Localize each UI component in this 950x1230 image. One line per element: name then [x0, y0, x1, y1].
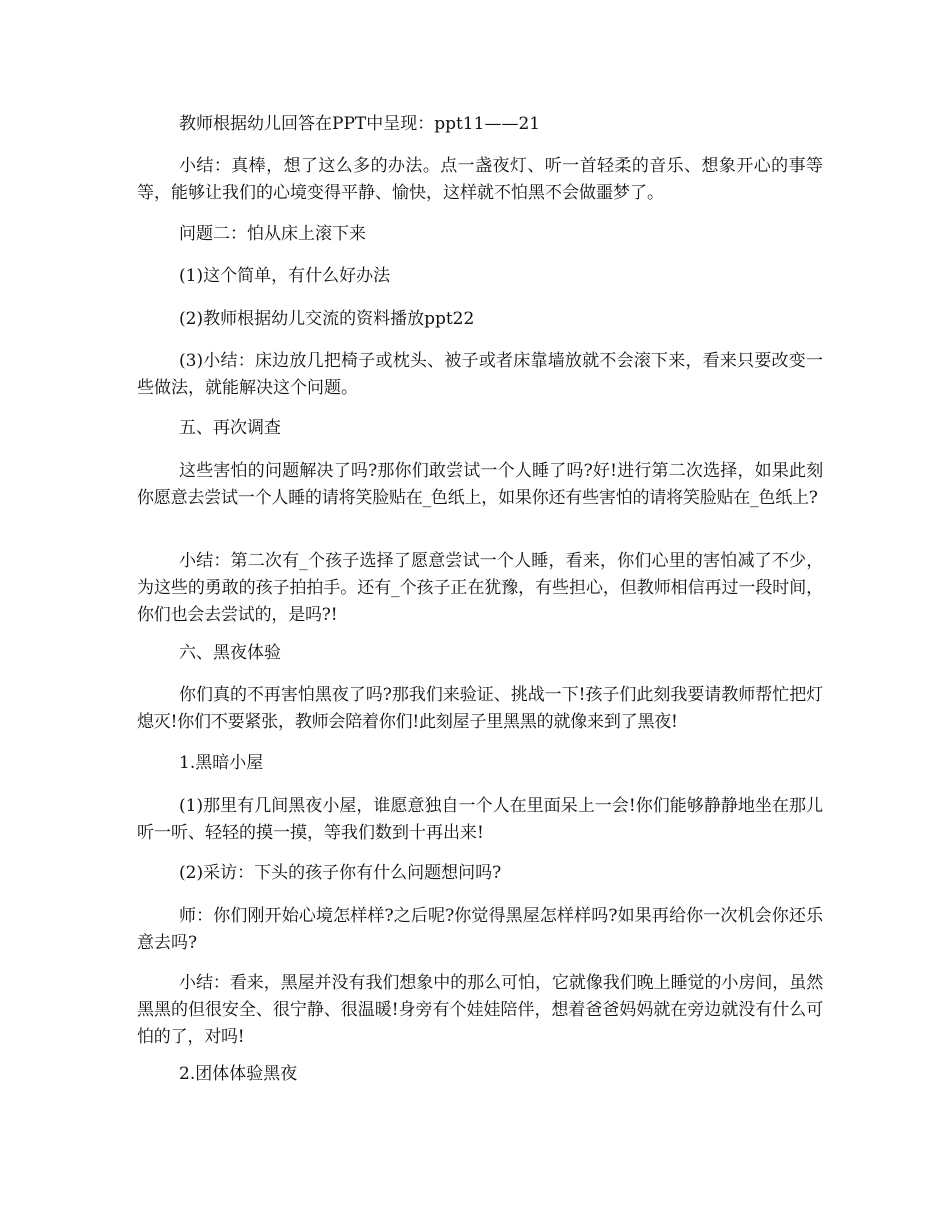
heading-group-night: 2.团体体验黑夜	[179, 1064, 298, 1084]
paragraph-item-2-ppt22: (2)教师根据幼儿交流的资料播放ppt22	[179, 309, 475, 329]
paragraph-item-3-summary: (3)小结：床边放几把椅子或枕头、被子或者床靠墙放就不会滚下来，看来只要改变一些做法，就能解决这个问题。	[137, 351, 823, 398]
paragraph-night-challenge: 你们真的不再害怕黑夜了吗?那我们来验证、挑战一下!孩子们此刻我要请教师帮忙把灯熄灭!你们不要紧张，教师会陪着你们!此刻屋子里黑黑的就像来到了黑夜!	[137, 685, 823, 732]
paragraph-ppt-display: 教师根据幼儿回答在PPT中呈现：ppt11——21	[179, 114, 541, 134]
paragraph-second-survey: 这些害怕的问题解决了吗?那你们敢尝试一个人睡了吗?好!进行第二次选择，如果此刻你愿意去尝试一个人睡的请将笑脸贴在_色纸上，如果你还有些害怕的请将笑脸贴在_色纸上?	[137, 461, 823, 508]
paragraph-summary-second-choice: 小结：第二次有_个孩子选择了愿意尝试一个人睡，看来，你们心里的害怕减了不少，为这些的勇敢的孩子拍拍手。还有_个孩子正在犹豫，有些担心，但教师相信再过一段时间，你们也会去尝试的，是吗?!	[137, 551, 823, 625]
paragraph-question-two: 问题二：怕从床上滚下来	[179, 224, 366, 244]
paragraph-item-1-simple: (1)这个简单，有什么好办法	[179, 266, 391, 286]
paragraph-summary-night-light: 小结：真棒，想了这么多的办法。点一盏夜灯、听一首轻柔的音乐、想象开心的事等等，能够让我们的心境变得平静、愉快，这样就不怕黑不会做噩梦了。	[137, 156, 823, 203]
paragraph-dark-room-1: (1)那里有几间黑夜小屋，谁愿意独自一个人在里面呆上一会!你们能够静静地坐在那儿听一听、轻轻的摸一摸，等我们数到十再出来!	[137, 796, 823, 843]
paragraph-teacher-questions: 师：你们刚开始心境怎样样?之后呢?你觉得黑屋怎样样吗?如果再给你一次机会你还乐意去吗?	[137, 906, 823, 953]
paragraph-dark-room-2-interview: (2)采访：下头的孩子你有什么问题想问吗?	[179, 863, 502, 883]
heading-section-5: 五、再次调查	[179, 418, 281, 438]
heading-dark-room: 1.黑暗小屋	[179, 753, 264, 773]
paragraph-summary-dark-room: 小结：看来，黑屋并没有我们想象中的那么可怕，它就像我们晚上睡觉的小房间，虽然黑黑的但很安全、很宁静、很温暖!身旁有个娃娃陪伴，想着爸爸妈妈就在旁边就没有什么可怕的了，对吗!	[137, 973, 823, 1047]
heading-section-6: 六、黑夜体验	[179, 643, 281, 663]
